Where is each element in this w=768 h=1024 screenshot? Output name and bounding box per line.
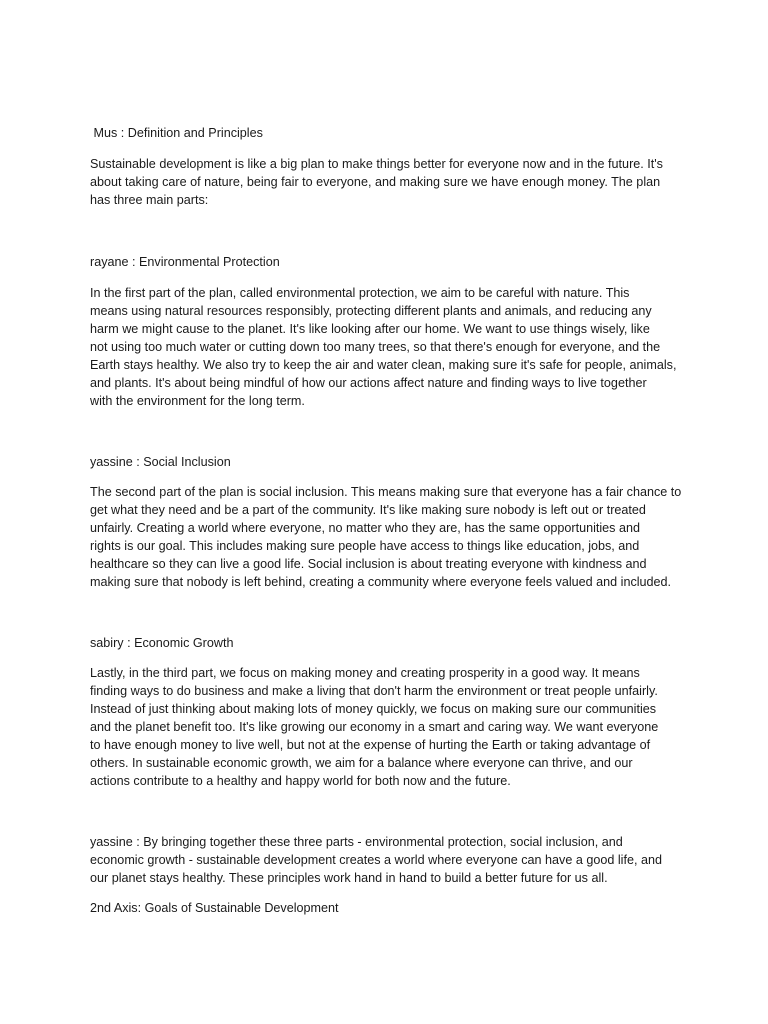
section-heading-social-inclusion: yassine : Social Inclusion <box>90 455 231 469</box>
section-body-social-inclusion: The second part of the plan is social inclusion. This means making sure that everyone has a fair chance to get what they need and be a part of the community. It's like making sure nobody is left out or treated unfairly. Creating a world where everyone, no matter who they are, has the same opportunities and rights is our goal. This includes making sure people have access to things like education, jobs, and healthcare so they can live a good life. Social inclusion is about treating everyone with kindness and making sure that nobody is left behind, creating a community where everyone feels valued and included. <box>90 485 682 589</box>
section-body-environmental-protection: In the first part of the plan, called environmental protection, we aim to be careful with nature. This means using natural resources responsibly, protecting different plants and animals, and reducing any harm we might cause to the planet. It's like looking after our home. We want to use things wisely, like not using too much water or cutting down too many trees, so that there's enough for everyone, and the Earth stays healthy. We also try to keep the air and water clean, making sure it's safe for people, animals, and plants. It's about being mindful of how our actions affect nature and finding ways to live together with the environment for the long term. <box>90 286 677 408</box>
section-heading-definition: Mus : Definition and Principles <box>90 126 263 140</box>
section-heading-environmental-protection: rayane : Environmental Protection <box>90 255 280 269</box>
section-heading-economic-growth: sabiry : Economic Growth <box>90 636 234 650</box>
section-body-definition: Sustainable development is like a big plan to make things better for everyone now and in the future. It's about taking care of nature, being fair to everyone, and making sure we have enough money. The plan has three main parts: <box>90 157 663 207</box>
next-axis-heading: 2nd Axis: Goals of Sustainable Development <box>90 901 339 915</box>
conclusion-paragraph: yassine : By bringing together these three parts - environmental protection, social inclusion, and economic growth - sustainable development creates a world where everyone can have a good life, and our planet stays healthy. These principles work hand in hand to build a better future for us all. <box>90 835 662 885</box>
section-body-economic-growth: Lastly, in the third part, we focus on making money and creating prosperity in a good way. It means finding ways to do business and make a living that don't harm the environment or treat people unfairly. Instead of just thinking about making lots of money quickly, we focus on making sure our communities and the planet benefit too. It's like growing our economy in a smart and caring way. We want everyone to have enough money to live well, but not at the expense of hurting the Earth or taking advantage of others. In sustainable economic growth, we aim for a balance where everyone can thrive, and our actions contribute to a healthy and happy world for both now and the future. <box>90 666 659 788</box>
